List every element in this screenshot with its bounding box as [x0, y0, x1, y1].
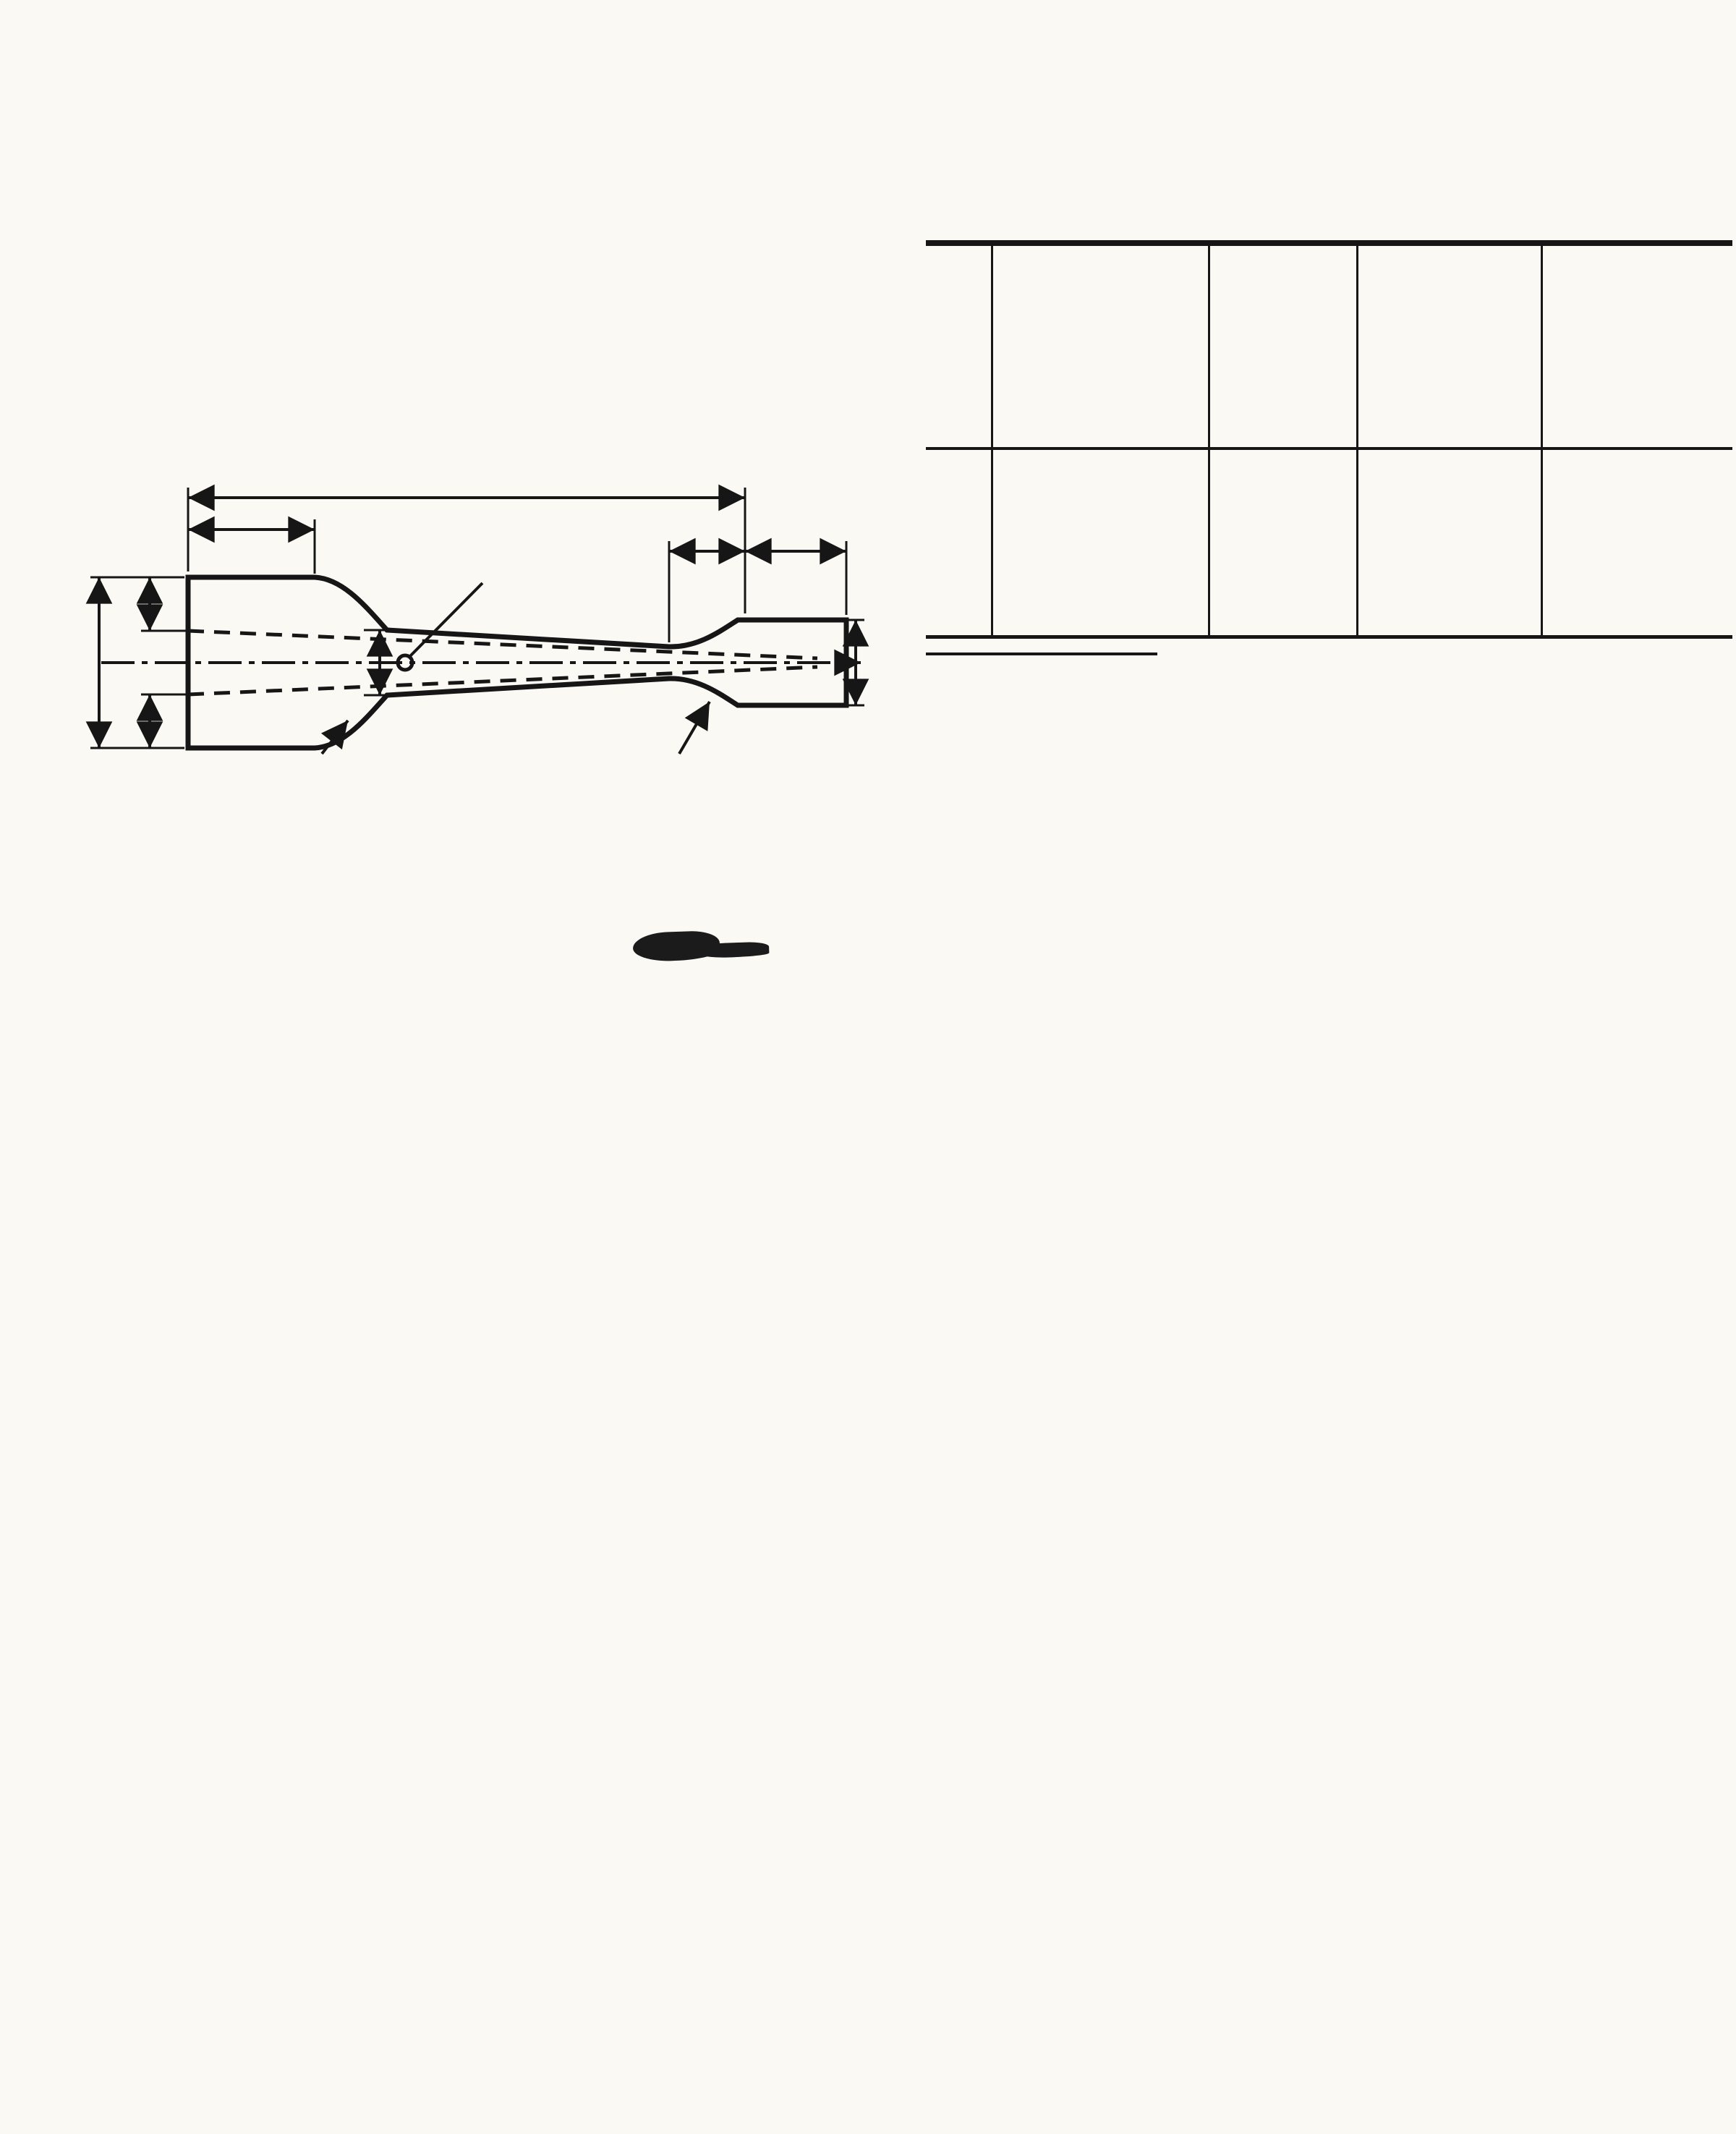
table-row — [926, 469, 1732, 509]
ink-smudge-artifact — [632, 930, 720, 962]
table-body — [926, 450, 1732, 635]
table-divider — [1541, 246, 1543, 635]
footnote-rule — [926, 652, 1157, 655]
table-row — [926, 509, 1732, 550]
col-header-temperature — [926, 246, 991, 447]
specimen-outline — [90, 488, 864, 754]
fig89-specimen-drawing — [40, 469, 872, 769]
col-header-time — [1208, 246, 1356, 447]
fig90-sn-curve-chart — [40, 1190, 872, 1541]
table-divider — [1356, 246, 1358, 635]
table-182 — [926, 240, 1732, 639]
col-header-stress — [991, 246, 1208, 447]
table-divider — [991, 246, 993, 635]
table-divider — [1208, 246, 1210, 635]
col-header-strain — [1356, 246, 1541, 447]
table-row — [926, 550, 1732, 590]
table-header-row — [926, 246, 1732, 450]
dimension-lines — [99, 498, 856, 748]
col-header-creep-rate — [1541, 246, 1732, 447]
fig91-creep-curve-chart — [926, 720, 1732, 1237]
